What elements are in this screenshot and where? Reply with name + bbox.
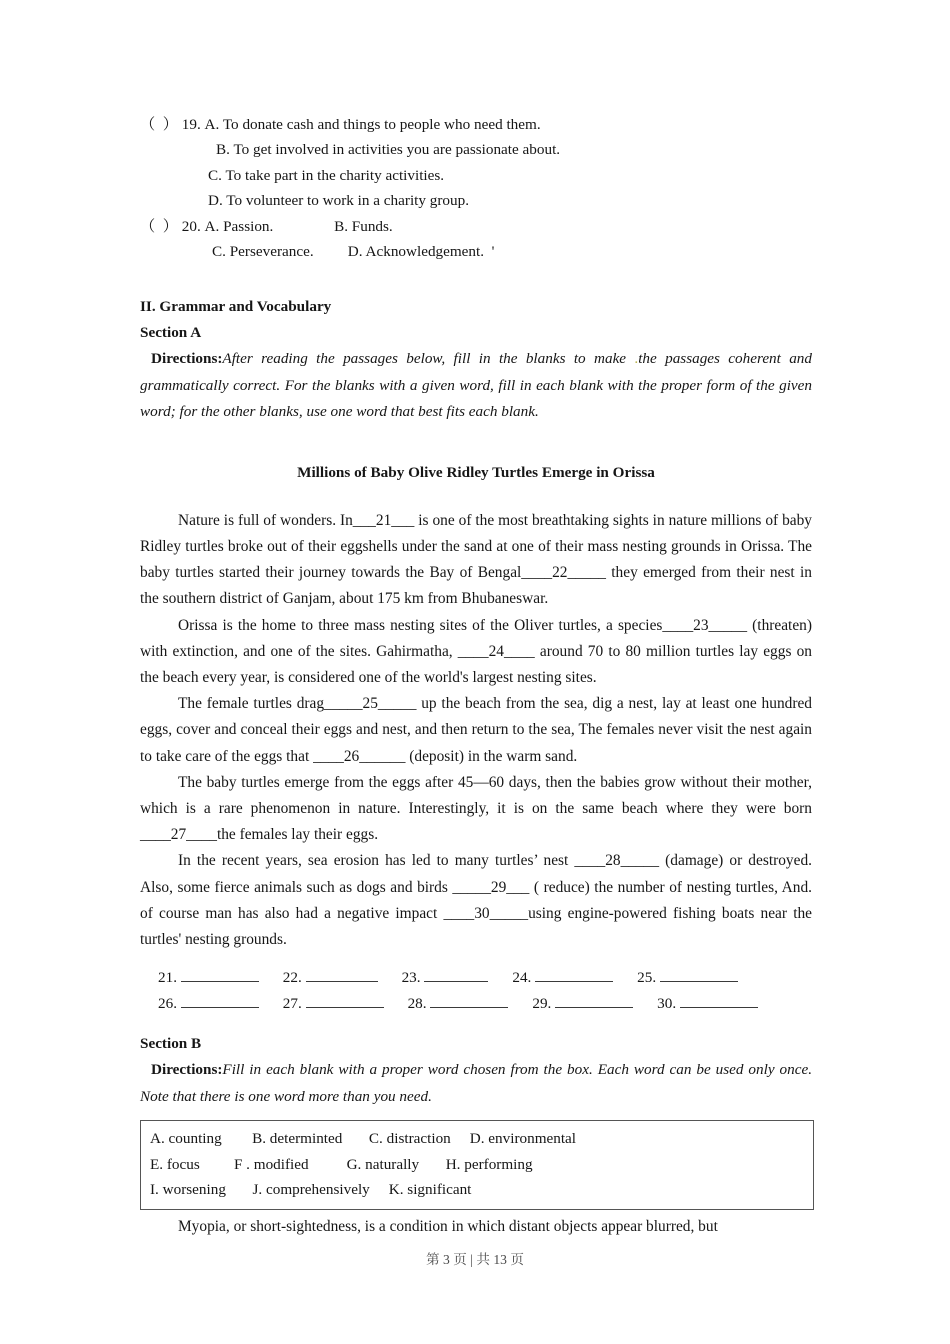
answer-write-line[interactable] [535,967,613,982]
question-20-options-ab: （ ） 20. A. Passion. B. Funds. [140,217,393,235]
passage-paragraph-4: The baby turtles emerge from the eggs after 45—60 days, then the babies grow without their mother, which is a rare phenomenon in nature. Interestingly, it is on the same beach where they were born ____27____the females lay their eggs. [140,773,812,844]
answer-write-line[interactable] [660,967,738,982]
directions-section-b [140,1057,812,1110]
page-footer: 第 3 页 | 共 13 页 [426,1252,524,1267]
directions-label: Directions: [151,350,223,368]
word-bank-row-3: I. worsening J. comprehensively K. significant [150,1181,472,1199]
directions-text-1: After reading the passages below, fill in the blanks to make [222,350,635,368]
word-bank-row-2: E. focus F . modified G. naturally H. performing [150,1155,533,1173]
question-19-option-d: D. To volunteer to work in a charity group. [208,192,470,210]
question-19-option-c: C. To take part in the charity activities. [208,166,445,184]
answer-write-line[interactable] [181,993,259,1008]
word-bank-row-1: A. counting B. determinted C. distraction D. environmental [150,1130,577,1148]
answer-write-line[interactable] [680,993,758,1008]
answer-write-line[interactable] [555,993,633,1008]
answer-write-line[interactable] [306,993,384,1008]
passage-paragraph-2: Orissa is the home to three mass nesting sites of the Oliver turtles, a species____23_____ (threaten) with extinction, and one of the sites. Gahirmatha, ____24____ around 70 to 80 million turtles lay eggs on the beach every year, is considered one of the world's largest nesting sites. [140,616,812,687]
answer-row-1 [158,965,812,991]
answer-number: 21. [158,969,181,987]
passage-paragraph-1: Nature is full of wonders. In___21___ is one of the most breathtaking sights in nature millions of baby Ridley turtles broke out of their eggshells under the sand at one of their mass nesting grounds in Orissa. The baby turtles started their journey towards the Bay of Bengal____22_____ they emerged from their nest in the southern district of Ganjam, about 175 km from Bhubaneswar. [140,511,812,608]
answer-number: 30. [657,995,680,1013]
answer-number: 25. [637,969,660,987]
section-b-label: Section B [140,1035,202,1053]
passage-paragraph-5: In the recent years, sea erosion has led to many turtles’ nest ____28_____ (damage) or destroyed. Also, some fierce animals such as dogs and birds _____29___ ( reduce) the number of nesting turtles, And. of course man has also had a negative impact ____30_____using engine-powered fishing boats near the turtles' nesting grounds. [140,852,812,949]
answer-number: 23. [401,969,425,987]
passage-paragraph-3: The female turtles drag_____25_____ up the beach from the sea, dig a nest, lay at least one hundred eggs, cover and conceal their eggs and nest, and then return to the sea, The females never visit the nest again to take care of the eggs that ____26______ (deposit) in the warm sand. [140,695,812,765]
answer-number: 28. [407,995,431,1013]
page-content [140,112,812,1240]
answer-number: 29. [532,995,556,1013]
answer-number: 27. [282,995,306,1013]
directions-b-text: Fill in each blank with a proper word chosen from the box. Each word can be used only once. Note that there is one word more than you need. [140,1061,812,1105]
answer-write-line[interactable] [306,967,378,982]
scan-artifact-dot: . [634,350,639,368]
directions-section-a [140,346,812,426]
answer-row-2 [158,991,812,1017]
answer-number: 22. [282,969,306,987]
passage-title: Millions of Baby Olive Ridley Turtles Emerge in Orissa [297,463,655,481]
word-bank-box [140,1120,814,1210]
answer-blank-rows [140,965,812,1017]
question-19-option-b: B. To get involved in activities you are passionate about. [216,141,561,159]
question-19-option-a: （ ） 19. A. To donate cash and things to people who need them. [140,116,541,133]
part-title: II. Grammar and Vocabulary [140,298,332,316]
answer-number: 26. [158,995,181,1013]
answer-write-line[interactable] [430,993,508,1008]
directions-text-2: the passages coherent and grammatically correct. For the blanks with a given word, fill in each blank with the proper form of the given word; for the other blanks, use one word that best fits each blank. [140,350,812,421]
section-a-label: Section A [140,324,202,342]
answer-write-line[interactable] [181,967,259,982]
answer-number: 24. [512,969,536,987]
directions-b-label: Directions: [151,1061,223,1079]
answer-write-line[interactable] [424,967,488,982]
question-20-options-cd: C. Perseverance. D. Acknowledgement. ' [212,243,495,261]
next-passage-opening-line: Myopia, or short-sightedness, is a condition in which distant objects appear blurred, but [178,1218,718,1236]
